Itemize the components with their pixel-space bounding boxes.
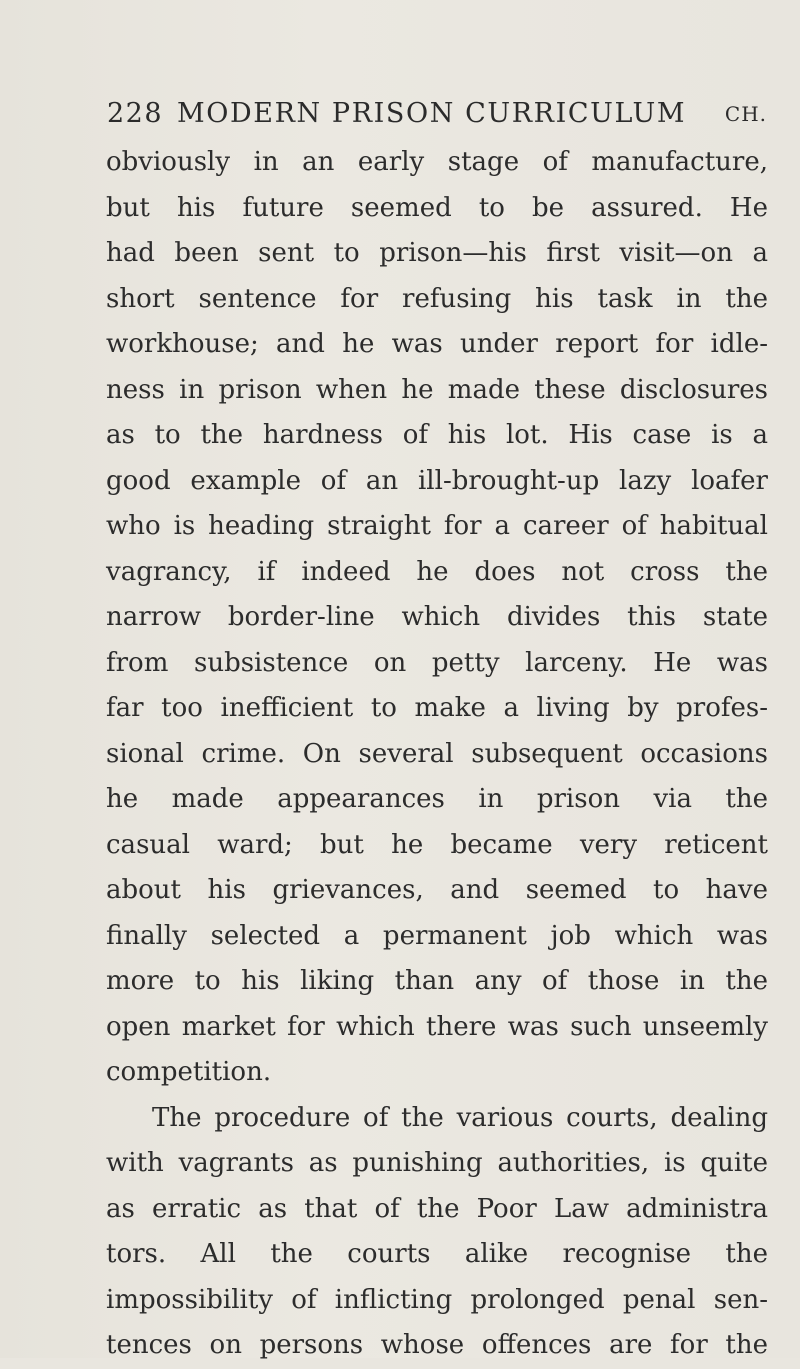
text-line: competition. xyxy=(106,1057,272,1087)
text-line: but his future seemed to be assured. He xyxy=(106,192,768,223)
running-title: MODERN PRISON CURRICULUM xyxy=(177,98,687,129)
text-line: far too inefficient to make a living by profes- xyxy=(106,693,768,723)
text-line: as erratic as that of the Poor Law administra xyxy=(106,1193,768,1224)
paragraph-start-line: The procedure of the various courts, dealing xyxy=(152,1102,768,1133)
text-line: casual ward; but he became very reticent xyxy=(106,829,768,860)
text-line: ness in prison when he made these disclosures xyxy=(106,374,768,405)
text-line: had been sent to prison—his first visit—on a xyxy=(106,238,768,268)
text-line: about his grievances, and seemed to have xyxy=(106,875,768,905)
text-line: from subsistence on petty larceny. He was xyxy=(106,647,768,678)
text-line: open market for which there was such unseemly xyxy=(106,1011,768,1042)
text-line: narrow border-line which divides this state xyxy=(106,602,768,632)
text-line: who is heading straight for a career of habitual xyxy=(106,511,768,541)
text-line: he made appearances in prison via the xyxy=(106,784,768,814)
text-line: more to his liking than any of those in the xyxy=(106,966,768,996)
text-line: with vagrants as punishing authorities, is quite xyxy=(106,1148,768,1178)
text-line: workhouse; and he was under report for idle- xyxy=(106,329,768,359)
text-line: as to the hardness of his lot. His case is a xyxy=(106,420,768,450)
body-text xyxy=(106,140,768,1369)
text-line: obviously in an early stage of manufacture, xyxy=(106,147,768,177)
text-line: short sentence for refusing his task in the xyxy=(106,283,768,314)
chapter-label: CH. xyxy=(724,102,767,126)
text-line: good example of an ill-brought-up lazy loafer xyxy=(106,465,768,496)
text-line: impossibility of inflicting prolonged penal sen- xyxy=(106,1284,768,1315)
text-line: tences on persons whose offences are for the xyxy=(106,1330,768,1360)
text-line: sional crime. On several subsequent occasions xyxy=(106,738,768,769)
text-line: finally selected a permanent job which was xyxy=(106,920,768,951)
text-line: vagrancy, if indeed he does not cross the xyxy=(106,556,768,587)
page-number: 228 xyxy=(107,98,164,129)
text-line: tors. All the courts alike recognise the xyxy=(106,1239,768,1269)
running-header xyxy=(107,98,767,138)
